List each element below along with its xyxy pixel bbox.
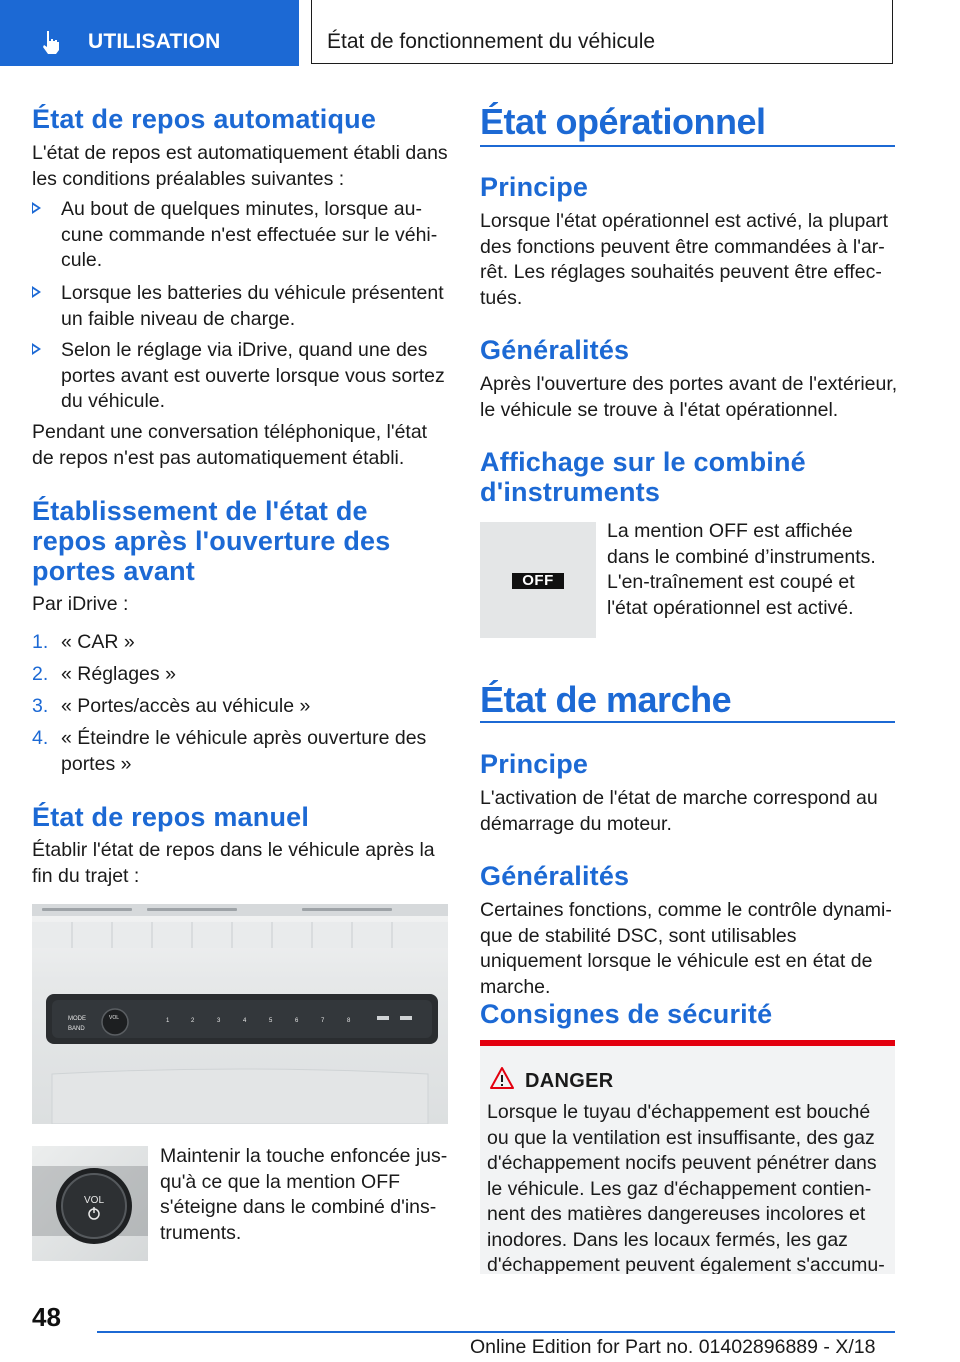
danger-text: Lorsque le tuyau d'échappement est bouché ou que la ventilation est insuffisante, des gaz d'échappement nocifs peuvent pénétrer dans le véhicule. Les gaz d'échappement contien-nent des matières dangereuses incolores et inodores. Dans les locaux fermés, les gaz d'échappement peuvent également s'accumu-: [487, 1101, 885, 1274]
danger-box: [480, 1046, 895, 1274]
triangle-bullet-icon: [32, 202, 41, 214]
chapter-header: [311, 0, 893, 64]
section-divider: [480, 145, 895, 147]
heading-running-principle: Principe: [480, 749, 589, 779]
radio-console-image: [32, 904, 448, 1124]
section-divider: [480, 721, 895, 723]
doors-rest-intro: Par iDrive :: [32, 593, 129, 615]
seek-forward-icon: [400, 1016, 412, 1020]
manual-rest-caption: Maintenir la touche enfoncée jus-qu'à ce que la mention OFF s'éteigne dans le combiné d'ins-truments.: [160, 1145, 448, 1244]
display-text: La mention OFF est affichée dans le combiné d’instruments. L'en-traînement est coupé et l'état opérationnel est activé.: [607, 520, 876, 619]
preset-8-label: 8: [347, 1018, 351, 1024]
heading-running-general: Généralités: [480, 861, 630, 891]
triangle-bullet-icon: [32, 286, 41, 298]
running-principle-text: L'activation de l'état de marche correspond au démarrage du moteur.: [480, 787, 878, 835]
operational-general-text: Après l'ouverture des portes avant de l'extérieur, le véhicule se trouve à l'état opérationnel.: [480, 373, 898, 421]
preset-7-label: 7: [321, 1018, 325, 1024]
footer-edition: Online Edition for Part no. 01402896889 - X/18: [470, 1336, 876, 1358]
preset-2-label: 2: [191, 1018, 195, 1024]
preset-1-label: 1: [166, 1018, 170, 1024]
heading-display: Affichage sur le combiné d'instruments: [480, 447, 806, 507]
heading-auto-rest: État de repos automatique: [32, 104, 377, 134]
off-indicator: OFF: [512, 573, 564, 589]
warning-icon: [489, 1066, 515, 1090]
seek-back-icon: [377, 1016, 389, 1020]
heading-manual-rest: État de repos manuel: [32, 802, 310, 832]
running-general-text: Certaines fonctions, comme le contrôle dynami-que de stabilité DSC, sont utilisables uniquement lorsque le véhicule est en état de marche.: [480, 899, 892, 998]
heading-doors-rest: Établissement de l'état de repos après l'ouverture des portes avant: [32, 496, 391, 586]
radio-console-drawing: [32, 904, 448, 1124]
knob-vol-label: VOL: [84, 1195, 105, 1206]
hand-pointer-icon: [38, 28, 66, 56]
triangle-bullet-icon: [32, 343, 41, 355]
heading-safety: Consignes de sécurité: [480, 999, 773, 1029]
heading-running: État de marche: [480, 679, 732, 720]
preset-5-label: 5: [269, 1018, 273, 1024]
page-number: 48: [32, 1302, 61, 1332]
preset-4-label: 4: [243, 1018, 247, 1024]
danger-label: DANGER: [525, 1070, 614, 1092]
preset-6-label: 6: [295, 1018, 299, 1024]
heading-operational: État opérationnel: [480, 101, 766, 142]
operational-principle-text: Lorsque l'état opérationnel est activé, la plupart des fonctions peuvent être commandées à l'ar-rêt. Les réglages souhaités peuvent être effec-tués.: [480, 210, 889, 309]
preset-3-label: 3: [217, 1018, 221, 1024]
section-tab-label: UTILISATION: [88, 30, 221, 53]
volume-knob-drawing: [32, 1146, 148, 1261]
heading-operational-general: Généralités: [480, 335, 630, 365]
manual-rest-intro: Établir l'état de repos dans le véhicule après la fin du trajet :: [32, 839, 435, 887]
volume-knob[interactable]: [102, 1009, 128, 1035]
heading-operational-principle: Principe: [480, 172, 589, 202]
auto-rest-outro: Pendant une conversation téléphonique, l'état de repos n'est pas automatiquement établi.: [32, 421, 428, 469]
volume-knob-image: [32, 1146, 148, 1261]
instrument-cluster-image: [480, 522, 596, 638]
auto-rest-intro: L'état de repos est automatiquement établi dans les conditions préalables suivantes :: [32, 142, 448, 190]
vol-label: VOL: [109, 1015, 120, 1021]
chapter-title: État de fonctionnement du véhicule: [327, 30, 656, 53]
section-tab[interactable]: [0, 0, 299, 66]
mode-label: MODE: [68, 1016, 86, 1022]
band-label: BAND: [68, 1026, 85, 1032]
footer-divider: [97, 1331, 895, 1333]
